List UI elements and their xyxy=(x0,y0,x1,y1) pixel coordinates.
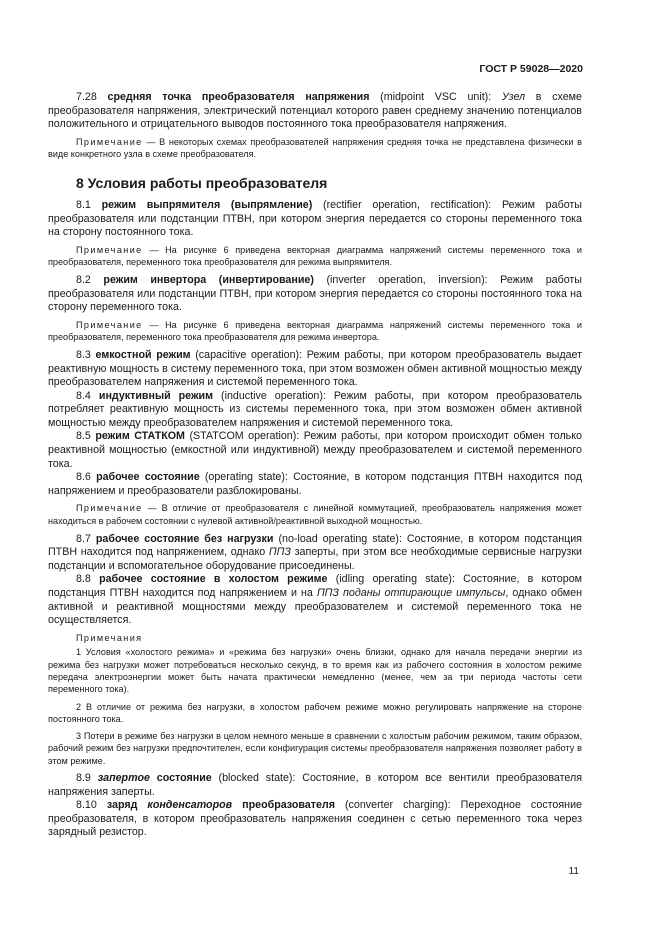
note-7-28 xyxy=(48,136,582,161)
clause-number: 8.9 xyxy=(76,772,91,785)
clause-number: 8.6 xyxy=(76,471,91,484)
definition: (converter charging): Переходное состояние преобразователя, в котором преобразователь напряжения соединен с сетью переменного тока через зарядный резистор. xyxy=(48,799,582,839)
clause-number: 8.3 xyxy=(76,348,91,361)
term: режим выпрямителя (выпрямление) xyxy=(101,198,313,211)
term: емкостной режим xyxy=(95,348,191,361)
clause-8-8 xyxy=(48,573,582,627)
definition-part1: (idling operating state): Состояние, в котором подстанция ПТВН находится под напряжением и на xyxy=(48,573,582,599)
definition: (rectifier operation, rectification): Режим работы преобразователя или подстанции ПТВН, при котором энергия передается со стороны переменного тока на сторону постоянного тока. xyxy=(48,198,582,239)
definition-italic: ППЗ поданы отпирающие импульсы xyxy=(316,587,506,599)
clause-number: 7.28 xyxy=(76,91,97,103)
section-8-title: 8 Условия работы преобразователя xyxy=(76,174,328,191)
clause-8-2 xyxy=(48,274,582,315)
definition-italic: Узел xyxy=(501,91,526,103)
term: заряд xyxy=(106,799,138,812)
term: средняя точка преобразователя напряжения xyxy=(107,91,370,103)
note-text: — В некоторых схемах преобразователей напряжения средняя точка не представлена физически в виде конкретного узла в схеме преобразователя. xyxy=(48,136,582,160)
definition: (inductive operation): Режим работы, при котором преобразователь потребляет реактивную мощность из системы переменного тока, при этом возможен обмен активной мощностью между преобразователем напряжения и системой переменного тока. xyxy=(48,389,582,429)
term-english: (midpoint VSC unit): xyxy=(380,91,492,103)
term: рабочее состояние без нагрузки xyxy=(95,532,274,545)
document-body xyxy=(48,91,582,840)
note-label: Примечание xyxy=(76,136,143,147)
note-item-1: 1 Условия «холостого режима» и «режима без нагрузки» очень близки, однако для начала передачи энергии из режима без нагрузки может потребоваться несколько секунд, в то время как из рабочего состояния в холостом режиме передача электроэнергии может быть начата практически немедленно (менее, чем за три периода частоты сети переменного тока). xyxy=(48,647,582,695)
definition-part2: , однако обмен активной и реактивной мощностями между преобразователем и системой переменного тока не осуществляется. xyxy=(48,587,582,627)
note-item-2: 2 В отличие от режима без нагрузки, в холостом рабочем режиме можно регулировать напряжение на стороне постоянного тока. xyxy=(48,701,582,724)
definition: в схеме преобразователя напряжения, электрический потенциал которого равен среднему значению потенциалов положительного и отрицательного выводов постоянного тока преобразователя напряжения. xyxy=(48,91,582,131)
clause-8-4 xyxy=(48,390,582,431)
clause-number: 8.8 xyxy=(76,573,91,586)
clause-8-7 xyxy=(48,533,582,574)
standard-header: ГОСТ Р 59028—2020 xyxy=(479,63,583,75)
definition-part2: заперты, при этом все необходимые сервисные нагрузки подстанции и вспомогательное оборудование присоединены. xyxy=(48,546,582,572)
definition: (blocked state): Состояние, в котором все вентили преобразователя напряжения заперты. xyxy=(48,772,582,798)
definition: (capacitive operation): Режим работы, при котором преобразователь выдает реактивную мощность в систему переменного тока, при этом возможен обмен активной мощностью между преобразователем напряжения и системой переменного тока. xyxy=(48,348,583,389)
clause-number: 8.5 xyxy=(76,430,91,443)
clause-8-3 xyxy=(48,349,582,390)
definition-part1: (no-load operating state): Состояние, в котором подстанция ПТВН находится под напряжением, однако xyxy=(48,532,582,559)
page-number: 11 xyxy=(568,866,579,877)
definition: (inverter operation, inversion): Режим работы преобразователя или подстанции ПТВН, при котором энергия передается со стороны постоянного тока на сторону переменного тока. xyxy=(48,273,582,314)
note-text: — На рисунке 6 приведена векторная диаграмма напряжений системы переменного тока и преобразователя, переменного тока преобразователя для режима инвертора. xyxy=(48,319,582,343)
clause-7-28 xyxy=(48,91,582,132)
note-label: Примечание xyxy=(76,244,143,255)
definition: (STATCOM operation): Режим работы, при котором происходит обмен только реактивной мощностью (емкостной или индуктивной) между преобразователем и системой переменного тока. xyxy=(48,430,582,470)
clause-8-10 xyxy=(48,799,582,840)
notes-label: Примечания xyxy=(76,632,143,643)
term: режим СТАТКОМ xyxy=(95,430,185,443)
definition: (operating state): Состояние, в котором подстанция ПТВН находится под напряжением и преобразователи разблокированы. xyxy=(48,471,582,497)
notes-8-8-heading xyxy=(48,632,582,645)
note-text: — На рисунке 6 приведена векторная диаграмма напряжений системы переменного тока и преобразователя, переменного тока преобразователя для режима выпрямителя. xyxy=(48,244,582,268)
term: индуктивный режим xyxy=(98,389,214,402)
clause-number: 8.7 xyxy=(76,532,91,545)
clause-number: 8.2 xyxy=(76,273,91,286)
clause-number: 8.10 xyxy=(76,799,97,812)
term: рабочее состояние xyxy=(96,471,200,484)
note-label: Примечание xyxy=(76,503,143,514)
note-8-1 xyxy=(48,244,582,269)
clause-8-1 xyxy=(48,199,582,240)
term-part2: преобразователя xyxy=(242,799,335,812)
definition-italic: ППЗ xyxy=(268,546,291,559)
clause-8-9 xyxy=(48,772,582,799)
note-8-6 xyxy=(48,502,582,527)
clause-number: 8.1 xyxy=(76,198,91,211)
note-item-3: 3 Потери в режиме без нагрузки в целом немного меньше в сравнении с холостым рабочим режимом, таким образом, рабочий режим без нагрузки предпочтителен, если конфигурация системы преобразователя напряжения позволяет работу в этом режиме. xyxy=(48,731,582,766)
note-label: Примечание xyxy=(76,319,143,330)
term-italic: конденсаторов xyxy=(147,799,233,812)
note-text: — В отличие от преобразователя с линейной коммутацией, преобразователь напряжения может находиться в рабочем состоянии с нулевой активной/реактивной выходной мощностью. xyxy=(48,503,582,527)
term: рабочее состояние в холостом режиме xyxy=(99,573,328,586)
clause-number: 8.4 xyxy=(76,389,91,402)
clause-8-6 xyxy=(48,471,582,498)
term: состояние xyxy=(156,772,212,785)
clause-8-5 xyxy=(48,430,582,471)
note-8-2 xyxy=(48,319,582,344)
term-italic: запертое xyxy=(97,772,150,785)
term: режим инвертора (инвертирование) xyxy=(103,273,314,286)
